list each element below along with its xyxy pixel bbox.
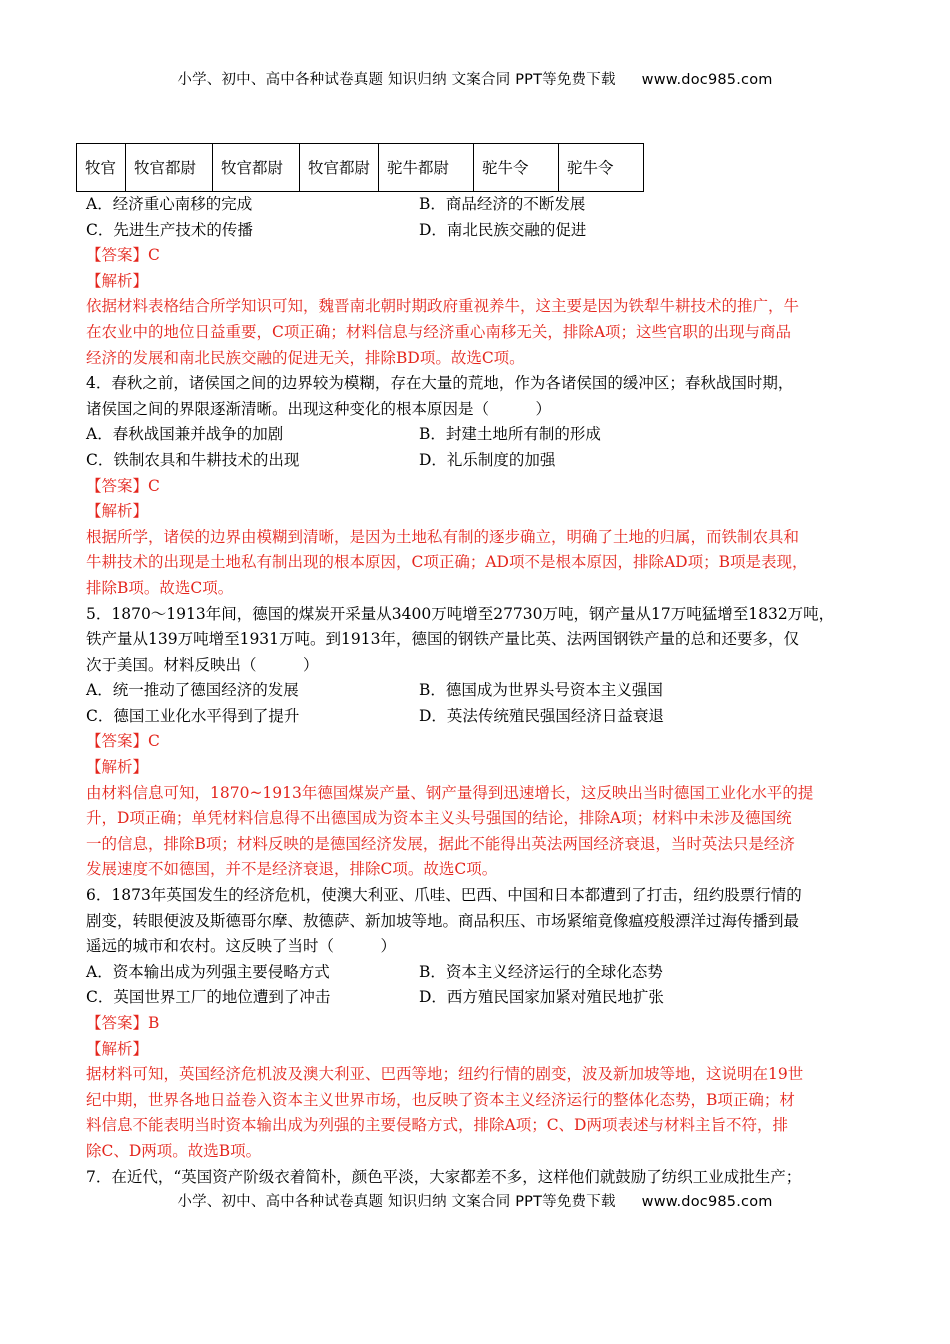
page-footer	[0, 1190, 950, 1211]
q5-option-a: A．统一推动了德国经济的发展	[86, 681, 299, 700]
q3-options-cd	[86, 218, 866, 244]
q4-option-d: D．礼乐制度的加强	[419, 450, 556, 469]
stem-line: 诸侯国之间的界限逐渐清晰。出现这种变化的根本原因是（ ）	[86, 399, 552, 418]
analysis-line: 一的信息，排除B项；材料反映的是德国经济发展，据此不能得出英法两国经济衰退，当时英法只是经济	[86, 834, 795, 853]
q6-option-a: A．资本输出成为列强主要侵略方式	[86, 962, 330, 981]
analysis-line: 根据所学，诸侯的边界由模糊到清晰，是因为土地私有制的逐步确立，明确了土地的归属，而铁制农具和	[86, 527, 800, 546]
q3-option-b: B．商品经济的不断发展	[419, 195, 586, 213]
q5-option-d: D．英法传统殖民强国经济日益衰退	[419, 706, 664, 725]
q6-analysis	[86, 1062, 866, 1164]
q4-option-c: C．铁制农具和牛耕技术的出现	[86, 450, 300, 469]
q6-option-c: C．英国世界工厂的地位遭到了冲击	[86, 988, 331, 1007]
q6-options-cd	[86, 985, 866, 1011]
q4-options-cd	[86, 448, 866, 474]
q6-option-b: B．资本主义经济运行的全球化态势	[419, 962, 663, 981]
table-cell: 驼牛令	[559, 144, 644, 192]
analysis-line: 升，D项正确；单凭材料信息得不出德国成为资本主义头号强国的结论，排除A项；材料中未涉及德国统	[86, 809, 792, 828]
page-content	[86, 143, 866, 1190]
stem-line: 剧变，转眼便波及斯德哥尔摩、敖德萨、新加坡等地。商品积压、市场紧缩竟像瘟疫般漂洋过海传播到最	[86, 911, 800, 930]
table-cell: 牧官都尉	[126, 144, 213, 192]
q5-analysis	[86, 781, 866, 883]
q4-stem	[86, 371, 866, 422]
q4-analysis-label: 【解析】	[86, 502, 149, 521]
table-cell: 牧官都尉	[300, 144, 379, 192]
analysis-line: 除C、D两项。故选B项。	[86, 1141, 262, 1160]
table-cell: 驼牛都尉	[379, 144, 474, 192]
q4-analysis	[86, 525, 866, 602]
q5-options-cd	[86, 704, 866, 730]
table-cell: 驼牛令	[474, 144, 559, 192]
analysis-line: 依据材料表格结合所学知识可知，魏晋南北朝时期政府重视养牛，这主要是因为铁犁牛耕技术的推广，牛	[86, 297, 800, 316]
q3-option-c: C．先进生产技术的传播	[86, 220, 253, 239]
q3-analysis-label: 【解析】	[86, 271, 149, 290]
analysis-line: 排除B项。故选C项。	[86, 578, 234, 597]
q5-analysis-label: 【解析】	[86, 758, 149, 777]
footer-text: 小学、初中、高中各种试卷真题 知识归纳 文案合同 PPT等免费下载	[177, 1194, 616, 1210]
q5-answer: 【答案】C	[86, 732, 160, 751]
stem-line: 4．春秋之前，诸侯国之间的边界较为模糊，存在大量的荒地，作为各诸侯国的缓冲区；春秋战国时期，	[86, 374, 794, 393]
q3-answer: 【答案】C	[86, 246, 160, 265]
q3-option-a: A．经济重心南移的完成	[86, 195, 253, 213]
q6-stem	[86, 883, 866, 960]
q6-options-ab	[86, 960, 866, 986]
analysis-line: 料信息不能表明当时资本输出成为列强的主要侵略方式，排除A项；C、D两项表述与材料主旨不符，排	[86, 1116, 788, 1135]
stem-line: 6．1873年英国发生的经济危机，使澳大利亚、爪哇、巴西、中国和日本都遭到了打击，纽约股票行情的	[86, 886, 802, 905]
header-text: 小学、初中、高中各种试卷真题 知识归纳 文案合同 PPT等免费下载	[177, 72, 616, 88]
q5-stem	[86, 602, 866, 679]
q6-answer: 【答案】B	[86, 1014, 160, 1032]
stem-line: 铁产量从139万吨增至1931万吨。到1913年，德国的钢铁产量比英、法两国钢铁产量的总和还要多，仅	[86, 630, 799, 649]
analysis-line: 发展速度不如德国，并不是经济衰退，排除C项。故选C项。	[86, 860, 498, 879]
q4-option-a: A．春秋战国兼并战争的加剧	[86, 425, 284, 444]
q3-option-d: D．南北民族交融的促进	[419, 220, 587, 239]
table-row	[77, 144, 644, 192]
q4-options-ab	[86, 422, 866, 448]
analysis-line: 据材料可知，英国经济危机波及澳大利亚、巴西等地；纽约行情的剧变，波及新加坡等地，这说明在19世	[86, 1065, 804, 1084]
header-site-link[interactable]: www.doc985.com	[641, 72, 773, 88]
q7-stem: 7．在近代，“英国资产阶级衣着简朴，颜色平淡，大家都差不多，这样他们就鼓励了纺织工业成批生产；	[86, 1167, 802, 1186]
analysis-line: 纪中期，世界各地日益卷入资本主义世界市场，也反映了资本主义经济运行的整体化态势，B项正确；材	[86, 1090, 795, 1109]
stem-line: 遥远的城市和农村。这反映了当时（ ）	[86, 937, 397, 956]
q3-analysis	[86, 294, 866, 371]
q5-option-c: C．德国工业化水平得到了提升	[86, 706, 300, 725]
table-cell: 牧官	[77, 144, 126, 192]
analysis-line: 由材料信息可知，1870~1913年德国煤炭产量、钢产量得到迅速增长，这反映出当时德国工业化水平的提	[86, 783, 814, 802]
page-header	[0, 68, 950, 89]
analysis-line: 牛耕技术的出现是土地私有制出现的根本原因，C项正确；AD项不是根本原因，排除AD项；B项是表现，	[86, 553, 808, 572]
q5-options-ab	[86, 678, 866, 704]
q5-option-b: B．德国成为世界头号资本主义强国	[419, 681, 663, 700]
table-cell: 牧官都尉	[213, 144, 300, 192]
footer-site-link[interactable]: www.doc985.com	[641, 1194, 773, 1210]
q4-option-b: B．封建土地所有制的形成	[419, 425, 601, 444]
officials-table	[76, 143, 644, 192]
q4-answer: 【答案】C	[86, 476, 160, 495]
analysis-line: 经济的发展和南北民族交融的促进无关，排除BD项。故选C项。	[86, 348, 525, 367]
stem-line: 次于美国。材料反映出（ ）	[86, 655, 319, 674]
q6-analysis-label: 【解析】	[86, 1039, 149, 1058]
stem-line: 5．1870～1913年间，德国的煤炭开采量从3400万吨增至27730万吨，钢产量从17万吨猛增至1832万吨，	[86, 604, 835, 623]
q6-option-d: D．西方殖民国家加紧对殖民地扩张	[419, 988, 664, 1007]
q3-options-ab	[86, 192, 866, 218]
analysis-line: 在农业中的地位日益重要，C项正确；材料信息与经济重心南移无关，排除A项；这些官职的出现与商品	[86, 322, 792, 341]
